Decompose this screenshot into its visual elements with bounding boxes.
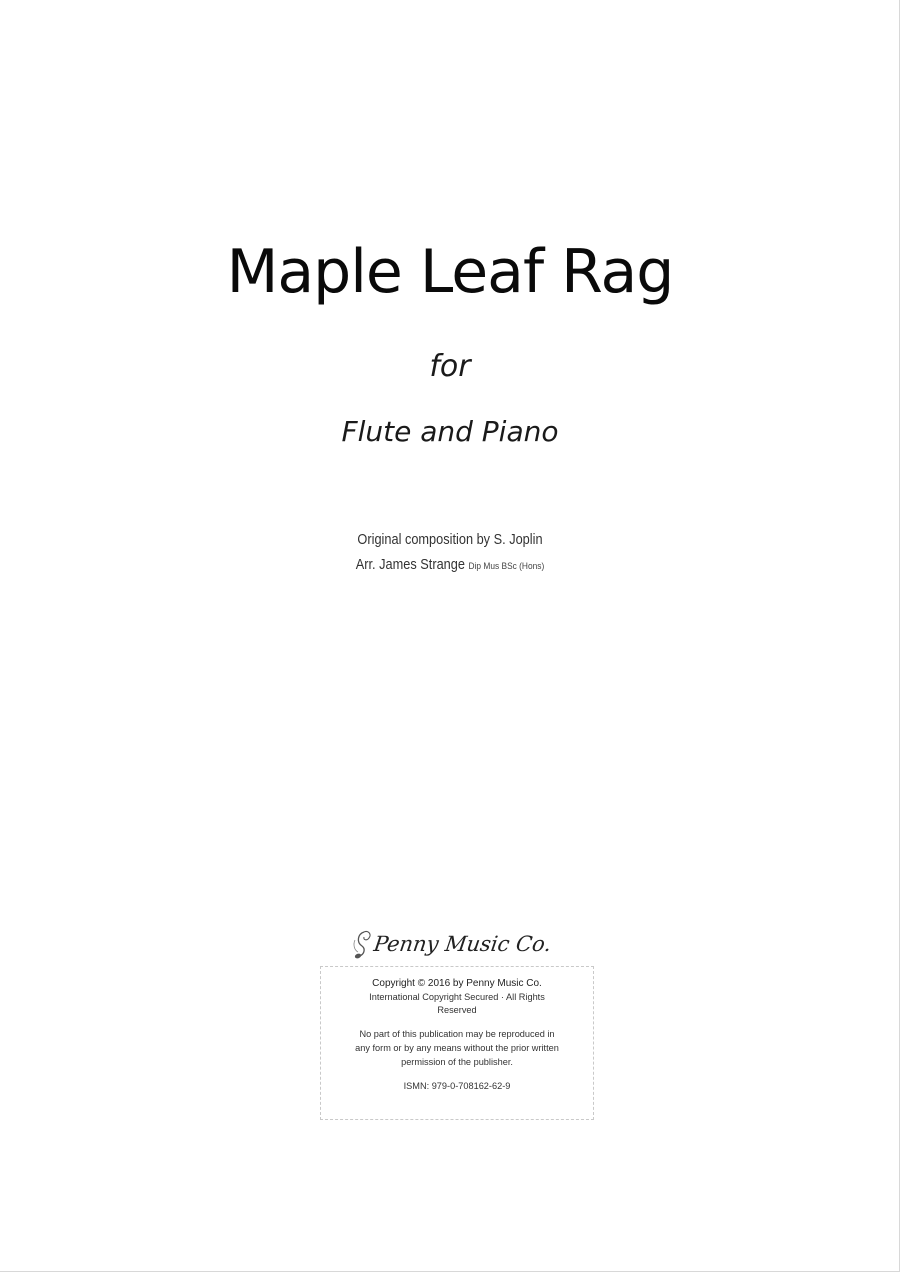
for-label: for [429,349,471,384]
copyright-secured: International Copyright Secured · All Rights Reserved [369,992,545,1015]
arranger-name: Arr. James Strange [355,557,465,573]
publisher-logo [350,926,560,966]
copyright-line: Copyright © 2016 by Penny Music Co. [372,978,542,989]
ismn-number: ISMN: 979-0-708162-62-9 [403,1081,511,1091]
composer-credit: Original composition by S. Joplin [357,532,543,548]
copyright-box [320,966,594,1120]
publisher-name: Penny Music Co. [372,932,553,956]
credits-block [0,528,900,579]
reproduction-notice: No part of this publication may be reproduced in any form or by any means without the prior written permission of the publisher. [355,1029,559,1067]
arranger-qualifications: Dip Mus BSc (Hons) [468,561,545,572]
arranger-credit [54,553,846,579]
instrumentation-label: Flute and Piano [341,415,559,448]
music-note-flourish-icon [350,928,376,962]
score-title: Maple Leaf Rag [226,237,674,307]
